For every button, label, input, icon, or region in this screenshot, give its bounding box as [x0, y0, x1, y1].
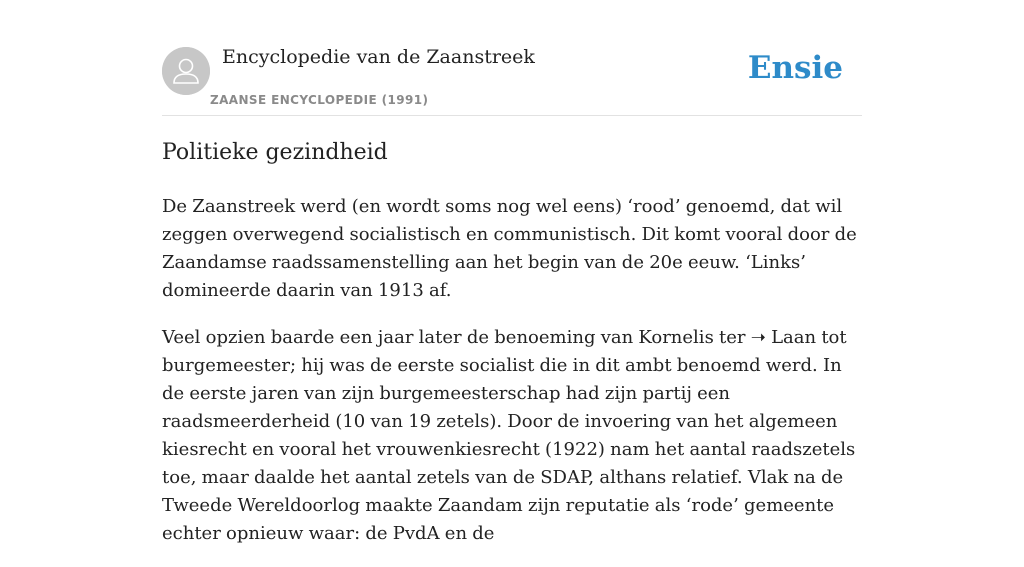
source-header: [162, 45, 862, 116]
cross-reference-label: Laan: [771, 327, 817, 348]
brand-logo[interactable]: Ensie: [747, 50, 843, 86]
source-subtitle: ZAANSE ENCYCLOPEDIE (1991): [210, 93, 429, 107]
arrow-icon: ➝: [750, 327, 766, 348]
paragraph-text: Veel opzien baarde een jaar later de benoeming van Kornelis ter: [162, 327, 751, 348]
article: [162, 136, 862, 567]
avatar[interactable]: [162, 47, 210, 95]
source-title[interactable]: Encyclopedie van de Zaanstreek: [222, 46, 535, 68]
user-icon: [162, 47, 210, 95]
article-title: Politieke gezindheid: [162, 140, 388, 165]
cross-reference-link[interactable]: [751, 327, 816, 348]
paragraph-text: tot burgemeester; hij was de eerste socialist die in dit ambt benoemd werd. In de eerste jaren van zijn burgemeesterschap had zijn partij een raadsmeerderheid (10 van 19 zetels). Door de invoering van het algemeen kiesrecht en vooral het vrouwenkiesrecht (1922) nam het aantal raadszetels toe, maar daalde het aantal zetels van de SDAP, althans relatief. Vlak na de Tweede Wereldoorlog maakte Zaandam zijn reputatie als ‘rode’ gemeente echter opnieuw waar: de PvdA en de: [162, 327, 856, 544]
article-paragraph: [162, 324, 862, 548]
article-paragraph: De Zaanstreek werd (en wordt soms nog wel eens) ‘rood’ genoemd, dat wil zeggen overwegend socialistisch en communistisch. Dit komt vooral door de Zaandamse raadssamenstelling aan het begin van de 20e eeuw. ‘Links’ domineerde daarin van 1913 af.: [162, 196, 857, 301]
